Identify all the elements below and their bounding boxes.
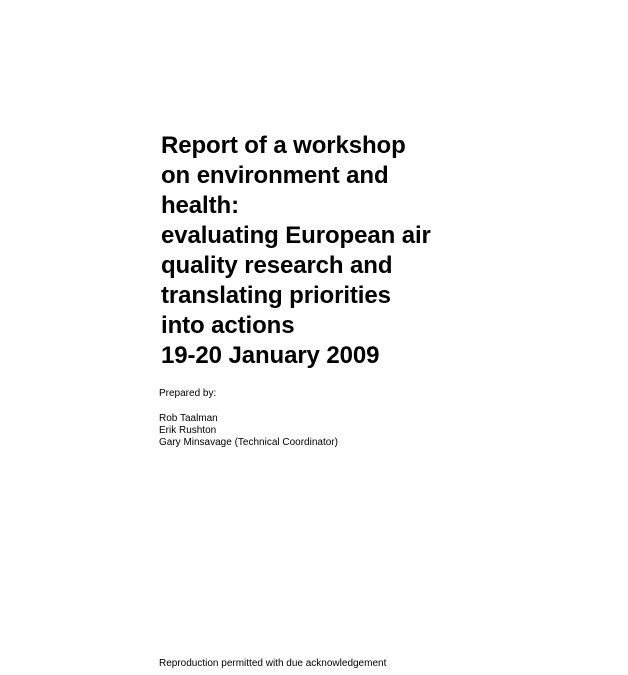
author-name: Erik Rushton (159, 425, 217, 436)
author-list (159, 413, 338, 449)
title-line: quality research and (161, 252, 393, 279)
workshop-date: 19-20 January 2009 (161, 342, 380, 369)
author-name: Rob Taalman (159, 413, 218, 424)
report-title (161, 131, 601, 371)
prepared-by-label: Prepared by: (159, 388, 217, 399)
author-name: Gary Minsavage (Technical Coordinator) (159, 437, 338, 448)
title-line: evaluating European air (161, 222, 431, 249)
title-line: on environment and (161, 162, 389, 189)
reproduction-notice: Reproduction permitted with due acknowledgement (159, 658, 387, 669)
title-line: translating priorities (161, 282, 391, 309)
title-line: into actions (161, 312, 295, 339)
title-line: health: (161, 192, 239, 219)
title-line: Report of a workshop (161, 132, 406, 159)
